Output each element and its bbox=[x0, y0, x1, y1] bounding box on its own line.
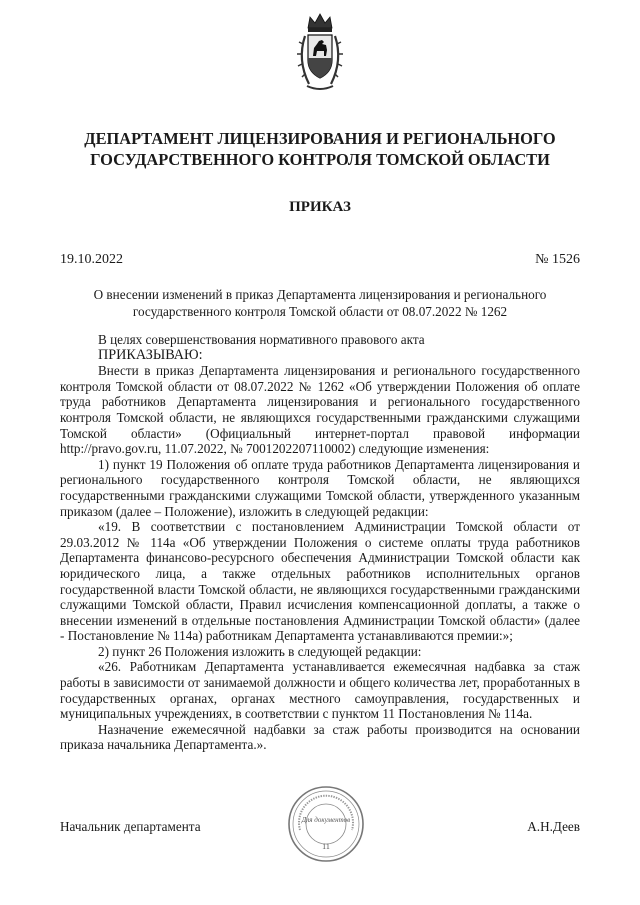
item-2-paragraph: 2) пункт 26 Положения изложить в следующей редакции: bbox=[98, 643, 422, 659]
intro-paragraph: Внести в приказ Департамента лицензирования и регионального государственного контроля Томской области от 08.07.2022 № 1262 «Об утверждении Положения об оплате труда работников Департамента лицензирования и регионального государственного контроля Томской области, не являющихся государственными гражданскими служащими Томской области» (Официальный интернет-портал правовой информации http://pravo.gov.ru, 11.07.2022, № 7001202207110002) следующие изменения: bbox=[60, 363, 580, 457]
document-number: № 1526 bbox=[535, 252, 580, 267]
official-stamp bbox=[286, 784, 366, 864]
item-2-quote: «26. Работникам Департамента устанавливается ежемесячная надбавка за стаж работы в зависимости от занимаемой должности и общего количества лет, проработанных в государственных органах, органах местного самоуправления, государственных и муниципальных учреждениях, в соответствии с пунктом 11 Постановления № 114а. bbox=[60, 659, 580, 722]
item-1-quote: «19. В соответствии с постановлением Администрации Томской области от 29.03.2012 № 114а «Об утверждении Положения о системе оплаты труда работников Департамента финансово-ресурсного обеспечения Администрации Томской области как юридического лица, а также отдельных работников исполнительных органов государственной власти Томской области, не являющихся государственными гражданскими служащими Томской области, Правил исчисления компенсационной доплаты, а также о внесении изменений в отдельные постановления Администрации Томской области» (далее - Постановление № 114а) работникам Департамента устанавливаются премии:»; bbox=[60, 519, 580, 644]
document-type: ПРИКАЗ bbox=[289, 199, 351, 215]
signatory-name: А.Н.Деев bbox=[527, 819, 580, 834]
purpose-paragraph: В целях совершенствования нормативного правового акта bbox=[98, 332, 425, 347]
stamp-label: Для документов bbox=[301, 816, 351, 824]
subject-line-2: государственного контроля Томской области от 08.07.2022 № 1262 bbox=[132, 304, 508, 319]
department-line-1: ДЕПАРТАМЕНТ ЛИЦЕНЗИРОВАНИЯ И РЕГИОНАЛЬНОГО bbox=[84, 129, 556, 148]
coat-of-arms-emblem bbox=[295, 8, 345, 98]
department-line-2: ГОСУДАРСТВЕННОГО КОНТРОЛЯ ТОМСКОЙ ОБЛАСТИ bbox=[90, 150, 550, 169]
item-2-quote-continued: Назначение ежемесячной надбавки за стаж работы производится на основании приказа начальника Департамента.». bbox=[60, 721, 580, 753]
subject-line-1: О внесении изменений в приказ Департамента лицензирования и регионального bbox=[93, 287, 547, 302]
item-1-paragraph: 1) пункт 19 Положения об оплате труда работников Департамента лицензирования и регионального государственного контроля Томской области, не являющихся государственными гражданскими служащими Томской области, утвержденного указанным приказом (далее – Положение), изложить в следующей редакции: bbox=[60, 456, 580, 519]
stamp-number: 11 bbox=[322, 842, 330, 851]
order-word: ПРИКАЗЫВАЮ: bbox=[98, 346, 203, 363]
document-subject bbox=[60, 286, 580, 320]
department-name bbox=[60, 128, 580, 170]
document-body bbox=[60, 332, 580, 753]
stamp-seal-icon bbox=[286, 784, 366, 864]
coat-of-arms-icon bbox=[295, 8, 345, 98]
signatory-title: Начальник департамента bbox=[60, 819, 201, 834]
document-date: 19.10.2022 bbox=[60, 252, 123, 267]
